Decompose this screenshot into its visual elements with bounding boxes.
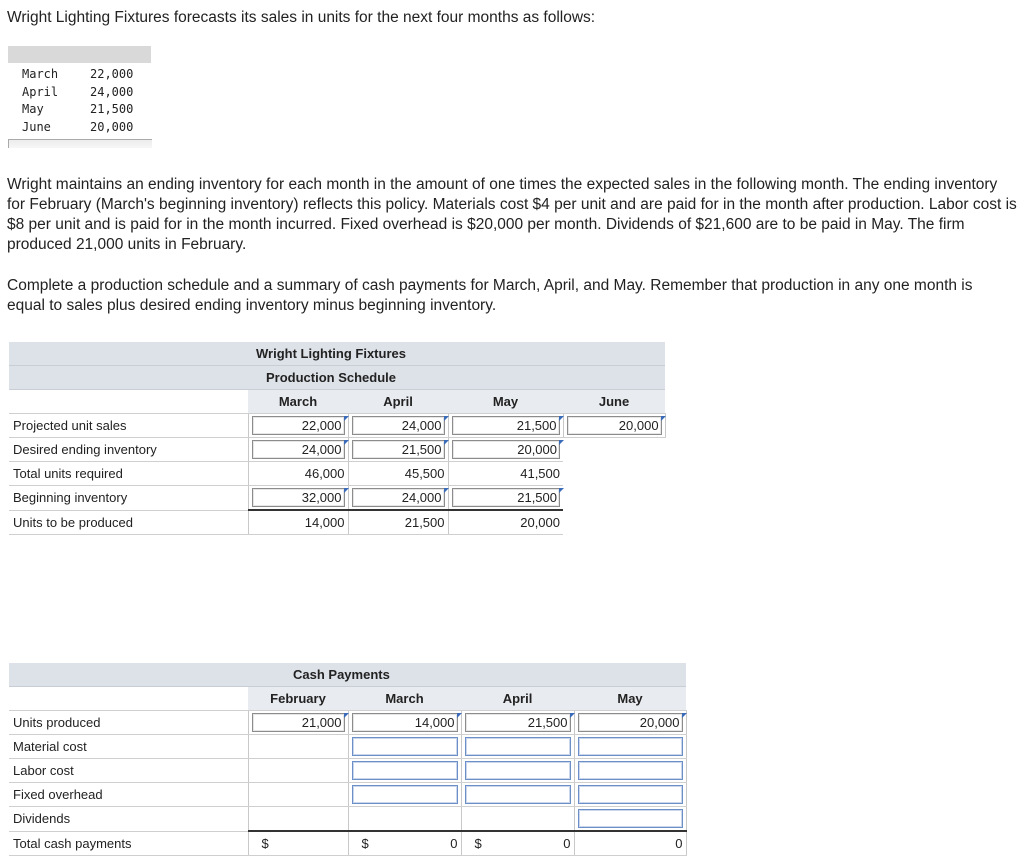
production-schedule-table xyxy=(9,342,666,535)
fixed-overhead-april-input[interactable] xyxy=(465,785,571,804)
currency-symbol: $ xyxy=(261,836,269,851)
labor-cost-march-input[interactable] xyxy=(352,761,458,780)
total-payments-may-value: 0 xyxy=(675,836,683,851)
labor-cost-may-input[interactable] xyxy=(578,761,683,780)
forecast-scrollbar[interactable] xyxy=(8,139,152,148)
row-label: Units produced xyxy=(9,711,248,735)
table-row xyxy=(9,486,665,511)
col-march: March xyxy=(248,390,348,414)
projected-sales-march-input[interactable]: 22,000 xyxy=(252,416,345,435)
policy-paragraph: Wright maintains an ending inventory for each month in the amount of one times the expected sales in the following month. The ending inventory for February (March's beginning inventory) reflects this policy. Materials cost $4 per unit and are paid for in the month after production. Labor cost is $8 per unit and is paid for in the month incurred. Fixed overhead is $20,000 per month. Dividends of $21,600 are to be paid in May. The firm produced 21,000 units in February. xyxy=(7,176,1017,253)
row-label: Total units required xyxy=(9,462,248,486)
fixed-overhead-may-input[interactable] xyxy=(578,785,683,804)
table-row xyxy=(9,831,686,856)
ending-inventory-april-input[interactable]: 21,500 xyxy=(352,440,445,459)
row-label: Dividends xyxy=(9,807,248,832)
fixed-overhead-march-input[interactable] xyxy=(352,785,458,804)
table-row xyxy=(9,414,665,438)
col-may: May xyxy=(574,687,686,711)
forecast-row: April 24,000 xyxy=(22,84,134,99)
cash-table-title: Cash Payments xyxy=(248,663,686,687)
col-march: March xyxy=(348,687,461,711)
beginning-inventory-may-input[interactable]: 21,500 xyxy=(452,488,561,507)
row-label: Units to be produced xyxy=(9,510,248,535)
dividends-may-input[interactable] xyxy=(578,809,683,828)
row-label: Labor cost xyxy=(9,759,248,783)
table-row xyxy=(9,711,686,735)
total-required-april-value: 45,500 xyxy=(404,466,445,481)
forecast-row: March 22,000 xyxy=(22,67,134,81)
units-produced-april-value: 21,500 xyxy=(404,515,445,530)
table-row xyxy=(9,759,686,783)
forecast-header xyxy=(8,46,151,63)
beginning-inventory-march-input[interactable]: 32,000 xyxy=(252,488,345,507)
material-cost-march-input[interactable] xyxy=(352,737,458,756)
projected-sales-april-input[interactable]: 24,000 xyxy=(352,416,445,435)
row-label: Total cash payments xyxy=(9,831,248,856)
units-produced-april-input[interactable]: 21,500 xyxy=(465,713,571,732)
table-row xyxy=(9,462,665,486)
units-produced-may-value: 20,000 xyxy=(520,515,560,530)
beginning-inventory-april-input[interactable]: 24,000 xyxy=(352,488,445,507)
projected-sales-june-input[interactable]: 20,000 xyxy=(567,416,662,435)
row-label: Material cost xyxy=(9,735,248,759)
table-row xyxy=(9,807,686,832)
forecast-row: May 21,500 xyxy=(22,102,134,116)
projected-sales-may-input[interactable]: 21,500 xyxy=(452,416,560,435)
cash-payments-table xyxy=(9,663,687,856)
row-label: Beginning inventory xyxy=(9,486,248,511)
col-april: April xyxy=(461,687,574,711)
sales-forecast-box xyxy=(8,46,151,149)
ending-inventory-march-input[interactable]: 24,000 xyxy=(252,440,345,459)
currency-symbol: $ xyxy=(474,836,482,851)
col-may: May xyxy=(448,390,563,414)
labor-cost-april-input[interactable] xyxy=(465,761,571,780)
col-april: April xyxy=(348,390,448,414)
production-table-subtitle: Production Schedule xyxy=(248,366,665,390)
instruction-paragraph: Complete a production schedule and a summary of cash payments for March, April, and May. Remember that production in any one month is equal to sales plus desired ending inventory minus beginning inventory. xyxy=(7,277,973,314)
units-produced-may-input[interactable]: 20,000 xyxy=(578,713,683,732)
ending-inventory-may-input[interactable]: 20,000 xyxy=(452,440,561,459)
forecast-list xyxy=(8,63,151,136)
row-label: Projected unit sales xyxy=(9,414,248,438)
units-produced-march-value: 14,000 xyxy=(304,515,345,530)
row-label: Desired ending inventory xyxy=(9,438,248,462)
table-row xyxy=(9,510,665,535)
currency-symbol: $ xyxy=(361,836,369,851)
col-june: June xyxy=(563,390,665,414)
table-row xyxy=(9,438,665,462)
production-table-title: Wright Lighting Fixtures xyxy=(248,342,665,366)
forecast-row: June 20,000 xyxy=(22,119,134,134)
row-label: Fixed overhead xyxy=(9,783,248,807)
table-row xyxy=(9,735,686,759)
material-cost-april-input[interactable] xyxy=(465,737,571,756)
table-row xyxy=(9,783,686,807)
total-required-march-value: 46,000 xyxy=(304,466,345,481)
units-produced-february-input[interactable]: 21,000 xyxy=(252,713,345,732)
intro-text: Wright Lighting Fixtures forecasts its sales in units for the next four months as follows: xyxy=(7,9,596,26)
col-february: February xyxy=(248,687,348,711)
total-payments-march-value: 0 xyxy=(450,836,458,851)
total-required-may-value: 41,500 xyxy=(520,466,560,481)
material-cost-may-input[interactable] xyxy=(578,737,683,756)
total-payments-april-value: 0 xyxy=(563,836,571,851)
units-produced-march-input[interactable]: 14,000 xyxy=(352,713,458,732)
